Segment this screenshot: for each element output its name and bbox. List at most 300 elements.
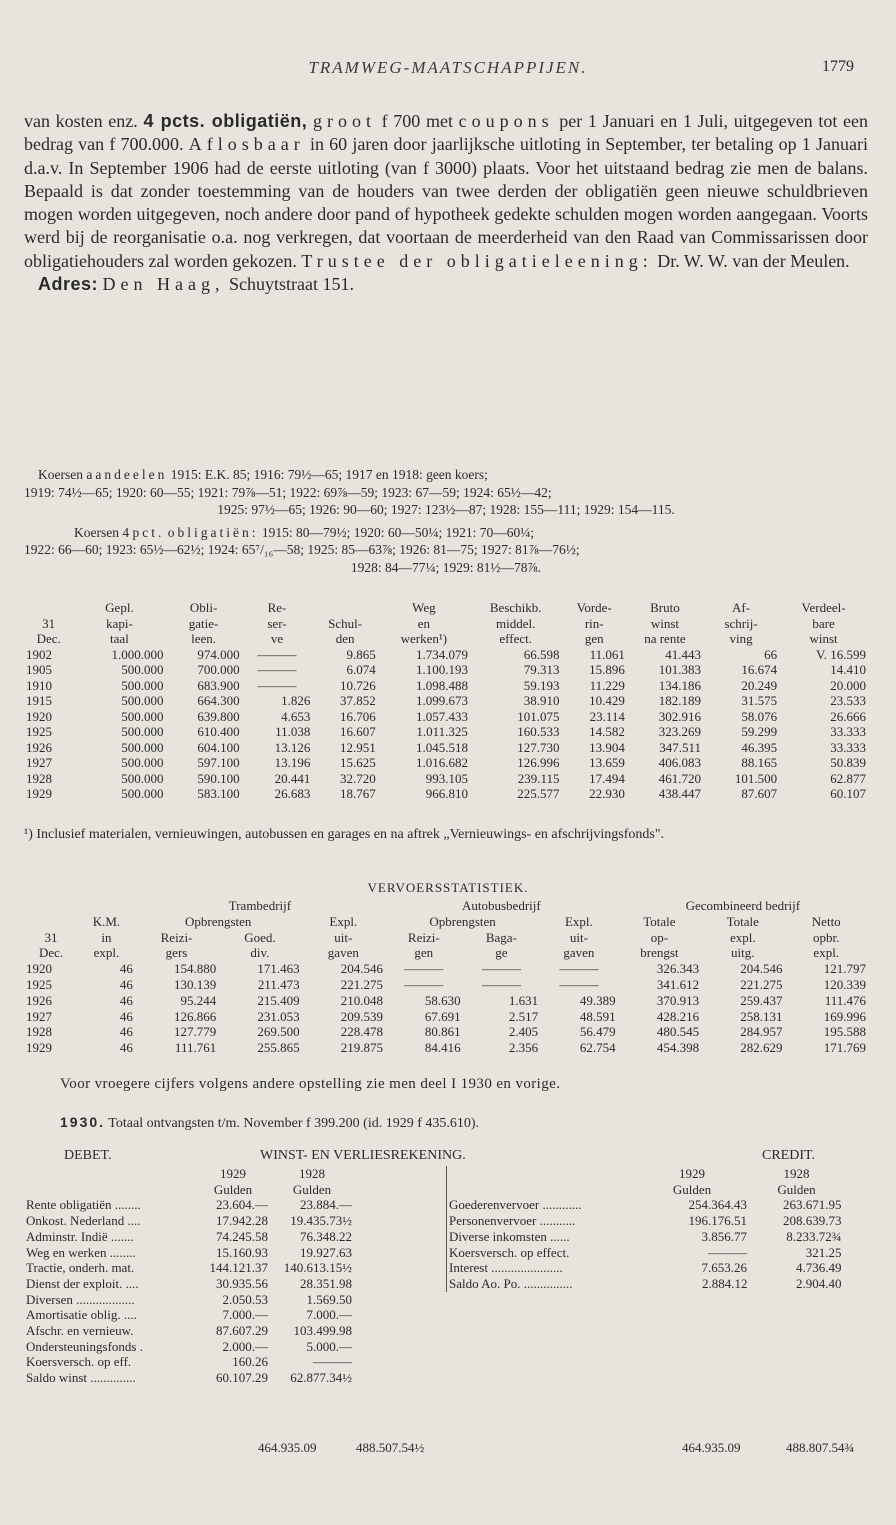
transport-cell: ——— (404, 961, 444, 977)
transport-cell: 46 (119, 1040, 133, 1056)
transport-cell: 46 (119, 976, 133, 992)
financial-cell: 583.100 (197, 786, 240, 801)
debit-value: 74.245.58 (216, 1228, 268, 1244)
transport-cell: ——— (404, 976, 444, 992)
transport-cell: 120.339 (823, 976, 866, 992)
transport-cell: 210.048 (340, 992, 384, 1008)
financial-header-row (24, 631, 868, 647)
transport-cell: 95.244 (180, 992, 217, 1008)
credit-label: Saldo Ao. Po. ............... (449, 1275, 573, 1291)
credit-value: 8.233.72¾ (786, 1228, 842, 1244)
address-line: Adres: Den Haag, Schuytstraat 151. (38, 274, 354, 295)
transport-header-cell: Goed. (244, 929, 276, 945)
credit-unit-1929: Gulden (672, 1181, 712, 1197)
financial-row (24, 678, 868, 694)
transport-header-cell: opbr. (813, 929, 840, 945)
financial-cell: 639.800 (197, 708, 240, 724)
transport-cell: 49.389 (579, 992, 616, 1008)
financial-cell: 1.826 (281, 693, 311, 708)
financial-row (24, 755, 868, 771)
financial-header-cell: Re- (267, 600, 287, 615)
financial-cell: ——— (257, 646, 297, 662)
financial-cell: 15.896 (589, 662, 625, 677)
transport-row (24, 977, 868, 993)
credit-row (447, 1245, 844, 1261)
debit-value: 76.348.22 (300, 1228, 352, 1244)
transport-header-cell: Reizi- (160, 929, 193, 945)
financial-cell: 1926 (26, 739, 52, 755)
transport-cell: ——— (559, 976, 599, 992)
financial-cell: 17.494 (589, 770, 625, 786)
financial-cell: 239.115 (517, 770, 560, 786)
debit-label: Onkost. Nederland .... (26, 1213, 141, 1229)
transport-cell: 211.473 (257, 976, 300, 992)
financial-cell: 664.300 (197, 693, 240, 708)
financial-cell: 1.099.673 (415, 693, 468, 708)
financial-cell: 20.249 (741, 677, 778, 693)
financial-cell: 26.683 (274, 786, 311, 801)
financial-cell: 13.659 (589, 755, 625, 770)
transport-header-cell: in (101, 929, 112, 945)
financial-cell: 302.916 (658, 708, 702, 724)
credit-label: Diverse inkomsten ...... (449, 1228, 570, 1244)
sub-netto: Netto (811, 913, 841, 929)
debit-row (24, 1339, 354, 1355)
financial-cell: 11.229 (589, 677, 625, 693)
transport-cell: 127.779 (173, 1024, 217, 1040)
debit-year-1928: 1928 (299, 1166, 325, 1181)
transport-cell: 46 (119, 992, 133, 1008)
transport-row (24, 1024, 868, 1040)
financial-cell: 1.734.079 (415, 646, 468, 662)
debit-total-1929: 464.935.09 (258, 1440, 317, 1455)
year-1930: 1930. (60, 1114, 106, 1130)
debit-row (24, 1307, 354, 1323)
financial-cell: 79.313 (523, 662, 560, 677)
transport-header-cell: op- (650, 929, 669, 945)
debit-row (24, 1354, 354, 1370)
transport-cell: 46 (119, 1024, 133, 1040)
debit-value: ——— (313, 1354, 352, 1370)
financial-cell: 1928 (26, 770, 52, 786)
transport-cell: 326.343 (656, 961, 700, 977)
credit-unit-1928: Gulden (777, 1181, 816, 1197)
transport-statistics-title: VERVOERSSTATISTIEK. (367, 880, 529, 895)
page-header (0, 58, 896, 88)
transport-cell: 1929 (26, 1040, 52, 1056)
transport-cell: 2.517 (508, 1008, 539, 1024)
financial-header-cell: gen (584, 631, 604, 646)
sub-expl-tram: Expl. (329, 913, 358, 929)
transport-row (24, 993, 868, 1009)
financial-cell: 16.706 (340, 708, 376, 724)
transport-cell: 171.463 (257, 961, 300, 977)
transport-cell: 2.405 (508, 1024, 539, 1040)
transport-cell: 1.631 (508, 992, 539, 1008)
debit-value: 7.000.— (222, 1307, 268, 1323)
financial-cell: 683.900 (197, 677, 240, 693)
transport-cell: 209.539 (340, 1008, 384, 1024)
transport-cell: 454.398 (656, 1040, 700, 1056)
debit-value: 23.604.— (216, 1197, 268, 1213)
financial-cell: 41.443 (665, 646, 702, 662)
debit-label: Adminstr. Indië ....... (26, 1228, 134, 1244)
financial-cell: 10.726 (340, 677, 376, 693)
financial-cell: 347.511 (659, 739, 702, 755)
financial-cell: 461.720 (658, 770, 702, 786)
transport-header-cell: div. (250, 945, 270, 961)
transport-cell: 130.139 (173, 976, 217, 992)
financial-header-cell: rin- (584, 615, 604, 631)
transport-header-cell: expl. (729, 929, 756, 945)
debit-value: 28.351.98 (300, 1275, 352, 1291)
transport-cell: 111.761 (174, 1040, 217, 1056)
financial-cell: 23.114 (589, 708, 625, 724)
financial-cell: 101.075 (517, 708, 560, 724)
financial-cell: 127.730 (517, 739, 560, 755)
sub-opbrengsten-autobus: Opbrengsten (429, 913, 496, 929)
financial-cell: 597.100 (197, 755, 240, 770)
share-quotes-line-3: 1925: 97½—65; 1926: 90—60; 1927: 123½—87; 1928: 155—111; 1929: 154—115. (217, 502, 675, 517)
financial-header-cell: winst (809, 631, 838, 646)
financial-cell: 1929 (26, 786, 52, 801)
financial-cell: 18.767 (340, 786, 376, 801)
financial-cell: 10.429 (589, 693, 625, 708)
financial-header-cell: Beschikb. (489, 600, 542, 615)
financial-cell: 13.904 (589, 739, 625, 755)
transport-cell: ——— (559, 961, 599, 977)
financial-header-cell: Gepl. (105, 600, 134, 615)
credit-label: Goederenvervoer ............ (449, 1197, 582, 1213)
credit-total-1929: 464.935.09 (682, 1440, 741, 1455)
sub-totale-1: Totale (643, 913, 676, 929)
debit-value: 140.613.15½ (283, 1260, 352, 1276)
financial-cell: 46.395 (741, 739, 778, 755)
transport-row (24, 1009, 868, 1025)
financial-cell: 160.533 (517, 724, 560, 739)
financial-row (24, 693, 868, 709)
profit-loss-header (24, 1148, 868, 1168)
credit-value: 196.176.51 (688, 1213, 747, 1229)
financial-cell: 11.061 (589, 646, 625, 662)
obligations-heading: 4 pcts. obligatiën, (143, 111, 308, 131)
transport-header-cell: gers (165, 945, 188, 961)
total-1930: 1930. Totaal ontvangsten t/m. November f 399.200 (id. 1929 f 435.610). (60, 1114, 480, 1131)
debit-value: 62.877.34½ (290, 1370, 352, 1386)
debit-table (24, 1166, 354, 1386)
debit-row (24, 1370, 354, 1386)
financial-cell: 59.193 (523, 677, 560, 693)
credit-value: 2.884.12 (702, 1275, 748, 1291)
transport-header-cell: 31 (44, 929, 58, 945)
financial-header-cell: bare (812, 615, 835, 631)
financial-cell: 101.383 (658, 662, 702, 677)
transport-cell: 56.479 (579, 1024, 616, 1040)
financial-cell: 323.269 (658, 724, 702, 739)
financial-footnote: ¹) Inclusief materialen, vernieuwingen, autobussen en garages en na aftrek „Vernieuwings- en afschrijvingsfonds". (24, 827, 665, 842)
financial-cell: 1.057.433 (415, 708, 468, 724)
financial-header-cell: Schul- (328, 615, 363, 631)
financial-cell: 13.196 (274, 755, 311, 770)
transport-cell: 58.630 (424, 992, 461, 1008)
transport-header-cell: brengst (640, 945, 679, 961)
debit-value: 17.942.28 (216, 1213, 268, 1229)
debit-value: 19.927.63 (300, 1244, 352, 1260)
financial-cell: 974.000 (197, 646, 240, 662)
financial-header-cell: en (417, 615, 430, 631)
transport-cell: 80.861 (424, 1024, 461, 1040)
credit-row (447, 1260, 844, 1276)
credit-row (447, 1276, 844, 1292)
financial-row (24, 647, 868, 663)
debit-row (24, 1245, 354, 1261)
financial-header-cell: effect. (499, 631, 533, 646)
km-label: K.M. (92, 913, 121, 929)
financial-row (24, 724, 868, 740)
financial-cell: 62.877 (830, 770, 866, 786)
debit-label: Weg en werken ........ (26, 1244, 136, 1260)
debit-row (24, 1229, 354, 1245)
credit-value: ——— (708, 1244, 747, 1260)
financial-cell: 87.607 (741, 786, 778, 801)
debit-value: 60.107.29 (216, 1370, 268, 1386)
transport-header-cell: gaven (327, 945, 359, 961)
financial-header-row (24, 616, 868, 632)
financial-row (24, 771, 868, 787)
transport-cell: 221.275 (340, 976, 384, 992)
financial-cell: 16.607 (340, 724, 376, 739)
transport-cell: 1920 (26, 961, 52, 977)
transport-cell: 282.629 (740, 1040, 783, 1056)
financial-cell: 500.000 (121, 739, 164, 755)
financial-cell: 14.410 (830, 662, 866, 677)
transport-cell: 255.865 (257, 1040, 300, 1056)
credit-year-1928: 1928 (783, 1166, 810, 1181)
financial-cell: ——— (257, 677, 297, 693)
transport-header-row (24, 945, 868, 961)
financial-cell: 500.000 (121, 677, 164, 693)
financial-cell: 700.000 (197, 662, 240, 677)
debit-value: 19.435.73½ (290, 1213, 352, 1229)
debit-value: 2.050.53 (222, 1291, 268, 1307)
running-title: TRAMWEG-MAATSCHAPPIJEN. (308, 58, 588, 77)
debit-label: Dienst der exploit. .... (26, 1275, 139, 1291)
debit-unit-1929: Gulden (213, 1181, 253, 1197)
financial-row (24, 786, 868, 802)
transport-cell: ——— (481, 976, 521, 992)
sub-header-row (24, 914, 868, 930)
transport-cell: 204.546 (740, 961, 783, 977)
financial-cell: 500.000 (121, 724, 164, 739)
financial-cell: 33.333 (830, 724, 866, 739)
financial-cell: 60.107 (830, 786, 866, 801)
financial-cell: 11.038 (275, 724, 311, 739)
financial-cell: 1.100.193 (415, 662, 468, 677)
financial-header-cell: Vorde- (576, 600, 612, 615)
financial-cell: 500.000 (121, 770, 164, 786)
financial-header-cell: ser- (267, 615, 287, 631)
transport-cell: 154.880 (173, 961, 217, 977)
financial-header-cell: schrij- (724, 615, 758, 631)
financial-cell: 500.000 (121, 755, 164, 770)
credit-label: Interest ...................... (449, 1260, 563, 1276)
financial-cell: 1.000.000 (111, 646, 164, 662)
credit-year-1929: 1929 (679, 1166, 705, 1181)
financial-cell: 1910 (26, 677, 52, 693)
transport-cell: 1926 (26, 992, 52, 1008)
company-description (24, 110, 868, 296)
financial-header-cell: ve (270, 631, 284, 646)
financial-cell: 126.996 (517, 755, 560, 770)
debit-value: 160.26 (232, 1354, 268, 1370)
debit-value: 2.000.— (222, 1338, 268, 1354)
financial-cell: 38.910 (523, 693, 560, 708)
financial-row (24, 662, 868, 678)
financial-cell: 590.100 (197, 770, 240, 786)
debit-row (24, 1276, 354, 1292)
group-autobusbedrijf: Autobusbedrijf (461, 898, 541, 913)
sub-expl-autobus: Expl. (564, 913, 593, 929)
financial-cell: 12.951 (340, 739, 376, 755)
financial-header-cell: Obli- (189, 600, 218, 615)
transport-header-cell: gen (414, 945, 434, 961)
debet-label: DEBET. (64, 1148, 112, 1163)
debit-label: Diversen .................. (26, 1291, 135, 1307)
debit-row (24, 1292, 354, 1308)
credit-row (447, 1213, 844, 1229)
financial-cell: 66 (764, 646, 778, 662)
transport-cell: 231.053 (257, 1008, 300, 1024)
financial-cell: 9.865 (346, 646, 376, 662)
debit-value: 23.884.— (300, 1197, 352, 1213)
financial-cell: V. 16.599 (816, 646, 866, 662)
debit-value: 5.000.— (306, 1338, 352, 1354)
transport-cell: 1927 (26, 1008, 52, 1024)
price-quotes (24, 466, 868, 576)
debit-row (24, 1260, 354, 1276)
debit-label: Afschr. en vernieuw. (26, 1323, 134, 1339)
credit-value: 2.904.40 (796, 1275, 842, 1291)
financial-cell: 23.533 (830, 693, 866, 708)
financial-cell: 33.333 (830, 739, 866, 755)
credit-row (447, 1229, 844, 1245)
financial-cell: 50.839 (830, 755, 866, 770)
debit-value: 87.607.29 (216, 1323, 268, 1339)
transport-cell: 111.476 (824, 992, 866, 1008)
bond-quotes-line-1: Koersen 4 pct. obligatiën: 1915: 80—79½; 1920: 60—50¼; 1921: 70—60¼; (74, 524, 535, 540)
transport-cell: 67.691 (424, 1008, 461, 1024)
transport-header-cell: Reizi- (407, 929, 440, 945)
transport-cell: 428.216 (656, 1008, 700, 1024)
transport-header-cell: ge (495, 945, 508, 961)
credit-value: 7.653.26 (701, 1260, 747, 1276)
page-number: 1779 (822, 58, 854, 75)
debit-label: Koersversch. op eff. (26, 1354, 132, 1370)
transport-cell: 126.866 (173, 1008, 217, 1024)
credit-label: CREDIT. (762, 1148, 816, 1163)
transport-cell: 258.131 (740, 1008, 783, 1024)
financial-cell: 604.100 (197, 739, 240, 755)
credit-value: 4.736.49 (796, 1260, 842, 1276)
financial-cell: 1925 (26, 724, 52, 739)
financial-cell: 22.930 (589, 786, 625, 801)
financial-header-cell (312, 600, 377, 616)
transport-cell: 204.546 (340, 961, 384, 977)
financial-cell: 438.447 (658, 786, 702, 801)
financial-row (24, 740, 868, 756)
transport-cell: 219.875 (340, 1040, 384, 1056)
financial-cell: 500.000 (121, 708, 164, 724)
debit-row (24, 1197, 354, 1213)
transport-cell: 195.588 (823, 1024, 866, 1040)
credit-value: 321.25 (805, 1244, 842, 1260)
debit-label: Amortisatie oblig. .... (26, 1307, 137, 1323)
credit-total-1928: 488.807.54¾ (786, 1440, 855, 1455)
debit-value: 7.000.— (306, 1307, 352, 1323)
financial-header-cell: gatie- (188, 615, 219, 631)
financial-cell: 1915 (26, 693, 52, 708)
financial-header-cell: 31 (42, 615, 56, 631)
financial-cell: 20.441 (274, 770, 311, 786)
financial-cell: 1.045.518 (415, 739, 468, 755)
financial-cell: 31.575 (741, 693, 778, 708)
financial-header-cell: Weg (412, 600, 436, 615)
debit-value: 15.160.93 (216, 1244, 268, 1260)
transport-cell: 2.356 (508, 1040, 539, 1056)
financial-header-cell: den (335, 631, 355, 646)
financial-header-cell: taal (110, 631, 129, 646)
financial-cell: 1902 (26, 646, 52, 662)
transport-header-cell: expl. (813, 945, 840, 961)
financial-cell: 20.000 (830, 677, 866, 693)
transport-note: Voor vroegere cijfers volgens andere opstelling zie men deel I 1930 en vorige. (60, 1076, 561, 1092)
financial-cell: 66.598 (523, 646, 560, 662)
transport-cell: 228.478 (340, 1024, 384, 1040)
transport-cell: 370.913 (656, 992, 700, 1008)
financial-cell: 58.076 (741, 708, 778, 724)
financial-cell: 182.189 (658, 693, 702, 708)
financial-cell: 37.852 (340, 693, 376, 708)
transport-cell: 84.416 (424, 1040, 461, 1056)
debit-value: 144.121.37 (209, 1260, 268, 1276)
financial-cell: 14.582 (589, 724, 625, 739)
debit-label: Ondersteuningsfonds . (26, 1338, 143, 1354)
financial-cell: 26.666 (830, 708, 866, 724)
financial-cell: 966.810 (425, 786, 468, 801)
share-quotes-line-2: 1919: 74½—65; 1920: 60—55; 1921: 79⅞—51; 1922: 69⅞—59; 1923: 67—59; 1924: 65½—42; (24, 484, 552, 500)
financial-header-cell: Bruto (650, 600, 680, 615)
financial-cell: 32.720 (340, 770, 376, 786)
credit-label: Personenvervoer ........... (449, 1213, 576, 1229)
financial-cell: 15.625 (340, 755, 376, 770)
paragraph-obligations: van kosten enz. 4 pcts. obligatiën, groot f 700 met coupons per 1 Januari en 1 Juli, uitgegeven tot een bedrag van f 700.000. Aflosbaar in 60 jaren door jaarlijksche uitloting in September, ter betaling op 1 Januari d.a.v. In September 1906 had de eerste uitloting (van f 3000) plaats. Voor het uitstaand bedrag zie men de balans. Bepaald is dat zonder toestemming van de houders van twee derden der obligatiën geen nieuwe schuldbrieven mogen worden uitgegeven, noch andere door pand of hypotheek gedekte schulden mogen worden aangegaan. Voorts werd bij de reorganisatie o.a. nog verkregen, dat voortaan de meerderheid van den Raad van Commissarissen door obligatiehouders zal worden gekozen. Trustee der obligatieleening: Dr. W. W. van der Meulen. (24, 111, 868, 271)
debit-value: 30.935.56 (216, 1275, 268, 1291)
financial-cell: 225.577 (517, 786, 560, 801)
financial-cell: 1.011.325 (416, 724, 468, 739)
transport-row (24, 1040, 868, 1056)
bond-quotes-line-3: 1928: 84—77¼; 1929: 81½—78⅞. (350, 559, 542, 575)
transport-header-cell: uit- (334, 929, 353, 945)
transport-header-cell: uitg. (731, 945, 755, 961)
transport-header-row (24, 930, 868, 946)
financial-cell: 59.299 (741, 724, 778, 739)
transport-header-cell: expl. (93, 945, 120, 961)
transport-cell: 341.612 (656, 976, 700, 992)
financial-cell: 406.083 (658, 755, 702, 770)
debit-label: Saldo winst .............. (26, 1370, 136, 1386)
credit-value: 263.671.95 (783, 1197, 842, 1213)
financial-row (24, 709, 868, 725)
